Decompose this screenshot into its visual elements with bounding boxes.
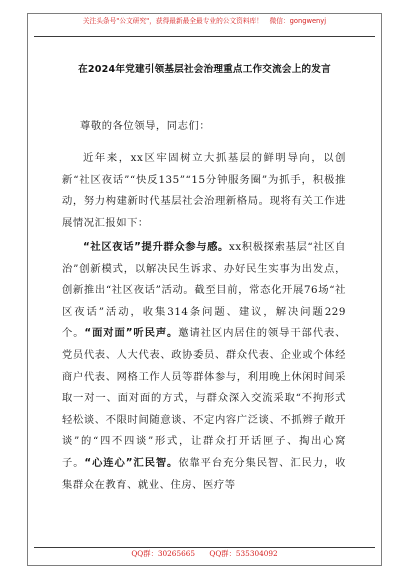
- section-text-community-night-talk: xx积极探索基层“社区自治”创新模式，以解决民生诉求、办好民生实事为出发点，创新推出“社区夜话”活动。截至目前，常态化开展76场“社区夜话”活动，收集314条问题、建议，解决问题229个。: [62, 241, 347, 340]
- intro-paragraph: 近年来，xx区牢固树立大抓基层的鲜明导向，以创新“社区夜话”“快反135”“15分钟服务圈”为抓手，积极推动，努力构建新时代基层社会治理新格局。现将有关工作进展情况汇报如下：: [62, 152, 346, 229]
- document-title: 在2024年党建引领基层社会治理重点工作交流会上的发言: [78, 64, 331, 75]
- salutation: 尊敬的各位领导，同志们：: [80, 120, 211, 132]
- body-paragraph: [62, 237, 346, 496]
- footer-divider: [34, 547, 375, 548]
- footer-qq-group-1: QQ群：30265665: [131, 549, 196, 558]
- header-divider: [34, 36, 375, 37]
- section-text-face-to-face: 邀请社区内居住的领导干部代表、党员代表、人大代表、政协委员、群众代表、企业或个体经商户代表、网格工作人员等群体参与，利用晚上休闲时间采取一对一、面对面的方式，与群众深入交流采取“不拘形式轻松谈、不限时间随意谈、不定内容广泛谈、不抓辫子敞开谈”的“四不四谈”形式，让群众打开话匣子、掏出心窝子。: [62, 327, 347, 469]
- header-banner: 关注头条号"公文研究"，获得最新最全最专业的公文资料库！ 微信：gongwenyj: [82, 17, 327, 25]
- footer-qq-group-2: QQ群：535304092: [209, 549, 278, 558]
- section-heading-community-night-talk: “社区夜话”提升群众参与感。: [83, 241, 229, 253]
- section-text-heart-to-heart: 依靠平台充分集民智、汇民力，收集群众在教育、就业、住房、医疗等: [62, 456, 347, 491]
- footer: [34, 549, 375, 559]
- section-heading-heart-to-heart: “心连心”汇民智。: [84, 456, 179, 469]
- section-heading-face-to-face: “面对面”听民声。: [84, 327, 179, 340]
